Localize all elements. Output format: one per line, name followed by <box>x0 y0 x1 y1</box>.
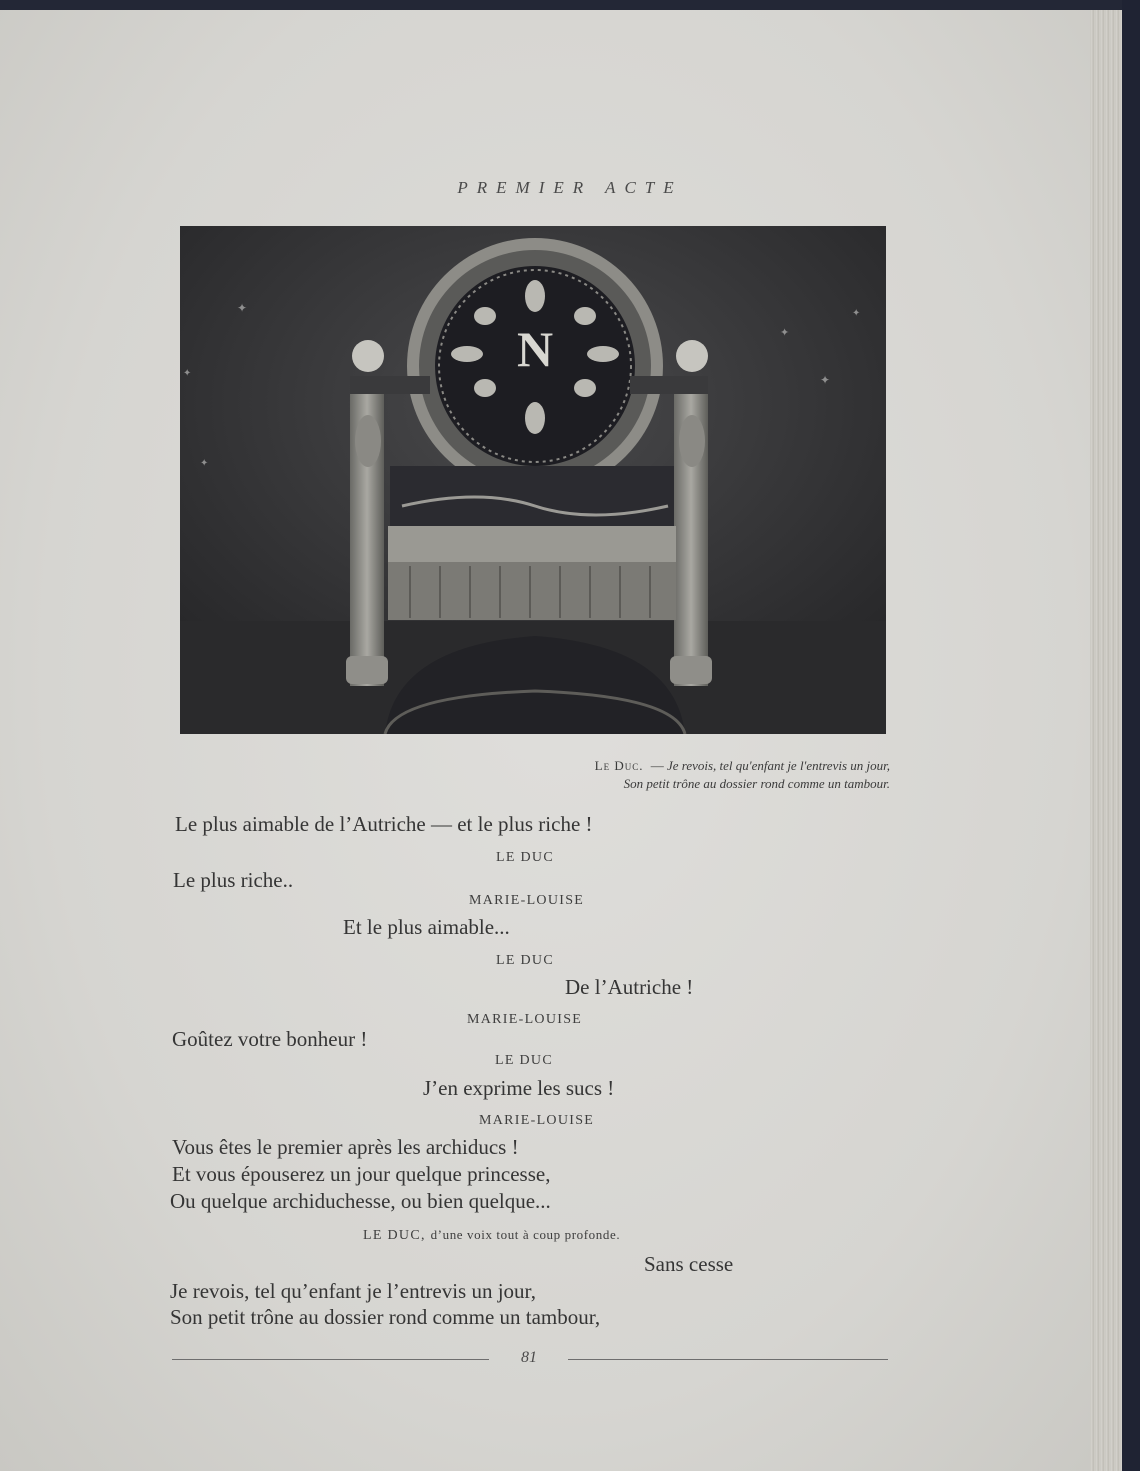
speaker-with-direction <box>363 1227 620 1244</box>
verse-line: Sans cesse <box>644 1252 734 1276</box>
caption-line-1 <box>430 757 890 775</box>
verse-line: De l’Autriche ! <box>565 975 694 999</box>
verse-line: Goûtez votre bonheur ! <box>172 1027 368 1051</box>
svg-text:✦: ✦ <box>237 301 248 315</box>
svg-text:✦: ✦ <box>183 368 192 379</box>
verse-line: Son petit trône au dossier rond comme un tambour, <box>170 1305 601 1329</box>
verse-line: Vous êtes le premier après les archiducs ! <box>172 1135 519 1159</box>
caption-verse-2: Son petit trône au dossier rond comme un tambour. <box>623 776 890 791</box>
speaker-name: MARIE-LOUISE <box>479 1113 595 1128</box>
running-header: PREMIER ACTE <box>457 178 683 197</box>
verse-line: J’en exprime les sucs ! <box>423 1076 615 1100</box>
verse-line: Je revois, tel qu’enfant je l’entrevis un jour, <box>170 1279 536 1303</box>
footer-rule-left <box>172 1359 489 1360</box>
page-number: 81 <box>521 1349 537 1366</box>
svg-text:✦: ✦ <box>852 308 861 319</box>
speaker-name: MARIE-LOUISE <box>469 893 585 908</box>
svg-text:✦: ✦ <box>200 458 209 469</box>
svg-text:✦: ✦ <box>780 327 790 339</box>
page-stack-edge <box>1090 10 1122 1471</box>
verse-line: Et vous épouserez un jour quelque princesse, <box>172 1162 551 1186</box>
speaker-name: LE DUC <box>495 1053 553 1068</box>
svg-text:✦: ✦ <box>820 373 831 387</box>
speaker-name: MARIE-LOUISE <box>467 1012 583 1027</box>
plate-caption <box>430 757 890 793</box>
speaker-name: LE DUC, <box>363 1228 426 1243</box>
verse-line: Le plus riche.. <box>173 868 294 892</box>
verse-line: Ou quelque archiduchesse, ou bien quelque... <box>170 1189 551 1213</box>
caption-verse-1: Je revois, tel qu'enfant je l'entrevis un jour, <box>666 758 890 773</box>
monogram-letter: N <box>516 321 554 377</box>
throne-illustration <box>180 226 886 734</box>
verse-line: Le plus aimable de l’Autriche — et le plus riche ! <box>175 812 593 836</box>
stage-direction: d’une voix tout à coup profonde. <box>430 1227 621 1242</box>
caption-dash: — <box>650 758 664 773</box>
speaker-name: LE DUC <box>496 953 554 968</box>
footer-rule-right <box>568 1359 888 1360</box>
caption-speaker: Le Duc. <box>594 758 644 773</box>
verse-line: Et le plus aimable... <box>343 915 510 939</box>
book-cover-spine <box>1122 0 1140 1471</box>
speaker-name: LE DUC <box>496 850 554 865</box>
